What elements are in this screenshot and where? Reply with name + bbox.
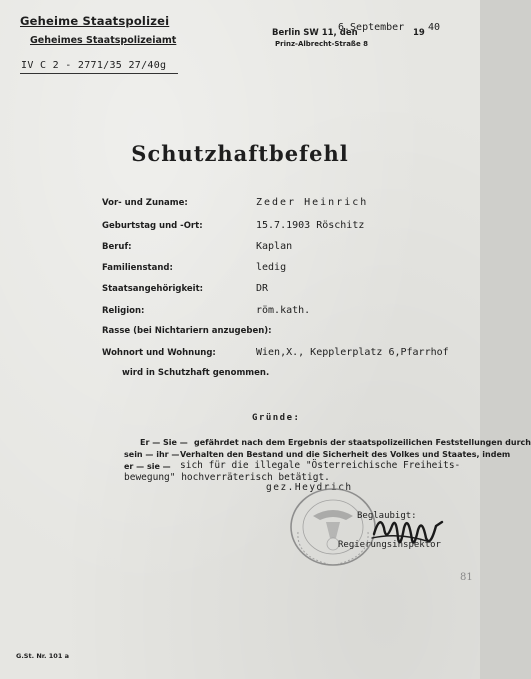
grounds-line3-pronoun: er — sie — — [124, 462, 171, 471]
field-value-birth: 15.7.1903 Röschitz — [256, 220, 365, 231]
date-year-prefix: 19 — [413, 28, 425, 38]
place-date-prefix: Berlin SW 11, den — [272, 28, 358, 38]
margin-page-number: 81 — [460, 572, 473, 583]
header-office: Geheimes Staatspolizeiamt — [30, 35, 177, 46]
file-number-underline — [20, 73, 178, 74]
custody-statement: wird in Schutzhaft genommen. — [122, 368, 270, 378]
certified-label: Beglaubigt: — [357, 511, 417, 521]
grounds-line1-text: gefährdet nach dem Ergebnis der staatspolizeilichen Feststellungen durch — [194, 438, 531, 447]
grounds-line4-typed: bewegung" hochverräterisch betätigt. — [124, 472, 330, 483]
field-label-marital-status: Familienstand: — [102, 263, 173, 273]
date-year: 40 — [428, 22, 441, 33]
form-number: G.St. Nr. 101 a — [16, 652, 69, 660]
officer-title: Regierungsinspektor — [338, 540, 441, 550]
header-organization: Geheime Staatspolizei — [20, 14, 170, 28]
handwritten-signature — [370, 508, 450, 556]
field-value-name: Zeder Heinrich — [256, 197, 369, 208]
grounds-line2-text: Verhalten den Bestand und die Sicherheit des Volkes und Staates, indem — [180, 450, 511, 459]
field-value-religion: röm.kath. — [256, 305, 311, 316]
field-label-residence: Wohnort und Wohnung: — [102, 348, 216, 358]
field-label-religion: Religion: — [102, 306, 145, 316]
field-label-name: Vor- und Zuname: — [102, 198, 188, 208]
field-value-citizenship: DR — [256, 283, 269, 294]
grounds-line1-pronoun: Er — Sie — — [140, 438, 188, 447]
field-label-profession: Beruf: — [102, 242, 132, 252]
date-day: 6.September — [338, 22, 405, 33]
grounds-line2-pronoun: sein — ihr — — [124, 450, 180, 459]
street-address: Prinz-Albrecht-Straße 8 — [275, 40, 369, 48]
grounds-heading: Gründe: — [252, 413, 301, 423]
field-label-race: Rasse (bei Nichtariern anzugeben): — [102, 326, 272, 336]
document-title: Schutzhaftbefehl — [131, 141, 349, 166]
file-number: IV C 2 - 2771/35 27/40g — [21, 60, 167, 71]
grounds-line3-typed: sich für die illegale "Österreichische Freiheits- — [180, 460, 461, 471]
official-seal-stamp — [288, 486, 378, 568]
field-label-birth: Geburtstag und -Ort: — [102, 221, 203, 231]
field-value-profession: Kaplan — [256, 241, 293, 252]
signatory-name: gez.Heydrich — [266, 482, 353, 493]
field-value-marital-status: ledig — [256, 262, 287, 273]
field-label-citizenship: Staatsangehörigkeit: — [102, 284, 204, 294]
field-value-residence: Wien,X., Kepplerplatz 6,Pfarrhof — [256, 347, 449, 358]
